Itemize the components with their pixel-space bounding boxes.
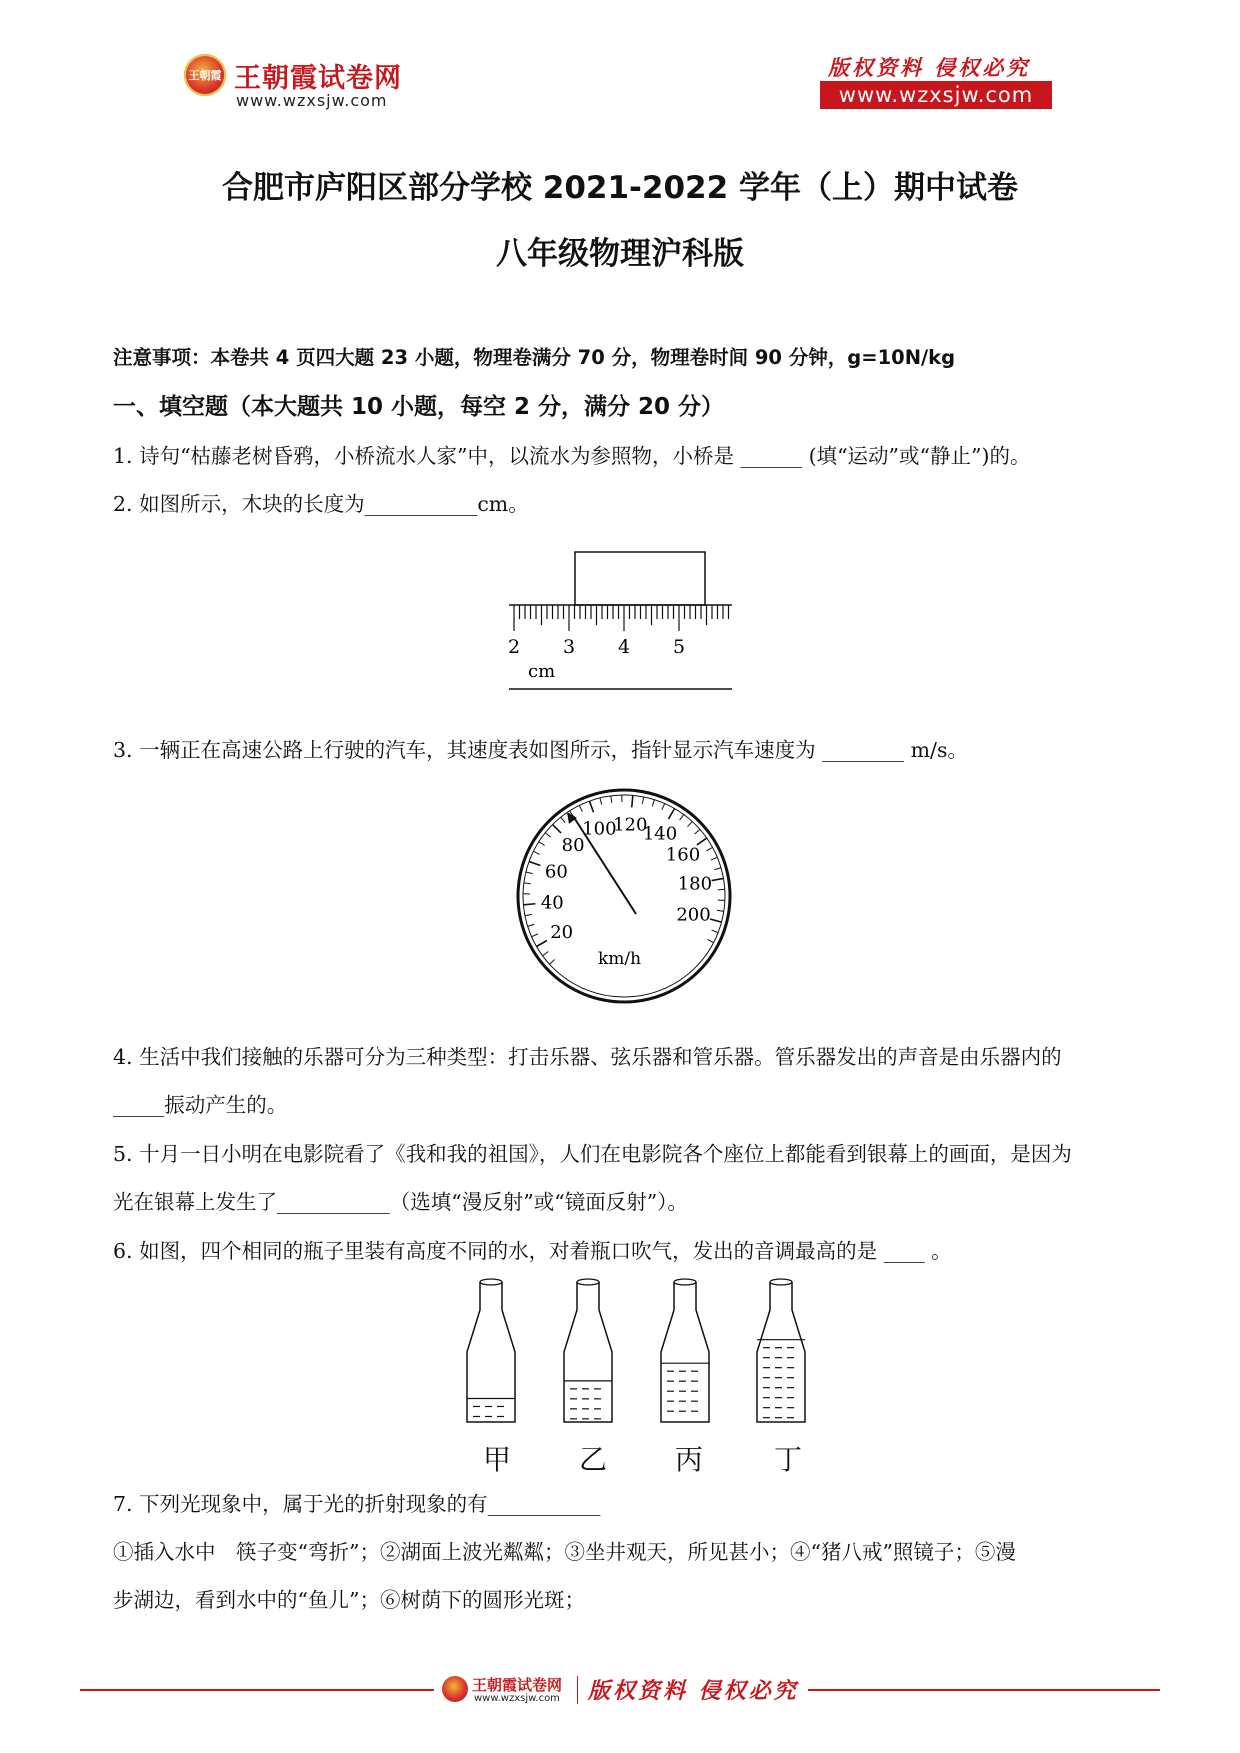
url-badge[interactable]: www.wzxsjw.com <box>820 81 1052 109</box>
question-4-line-1: 4. 生活中我们接触的乐器可分为三种类型：打击乐器、弦乐器和管乐器。管乐器发出的声音是由乐器内的 <box>113 1045 1062 1069</box>
speedometer-tick <box>529 861 540 865</box>
bottle <box>564 1279 612 1422</box>
speedometer-tick <box>711 857 717 860</box>
speedometer-tick <box>532 934 538 937</box>
question-3: 3. 一辆正在高速公路上行驶的汽车，其速度表如图所示，指针显示汽车速度为 ________ m/s。 <box>113 738 968 762</box>
speedometer-tick <box>553 825 561 833</box>
question-1: 1. 诗句“枯藤老树昏鸦，小桥流水人家”中，以流水为参照物，小桥是 ______ (填“运动”或“静止”)的。 <box>113 444 1031 468</box>
speedometer-tick <box>652 800 654 807</box>
ruler-label: 3 <box>563 636 576 658</box>
speedometer-label: 60 <box>544 861 568 883</box>
speedometer-tick <box>669 809 675 819</box>
ruler-ticks <box>514 605 729 631</box>
question-7-options-line-2: 步湖边，看到水中的“鱼儿”；⑥树荫下的圆形光斑； <box>113 1588 585 1612</box>
logo-emblem-icon <box>184 54 226 96</box>
speedometer-tick <box>525 914 532 915</box>
speedometer-unit: km/h <box>598 949 642 969</box>
bottle-label-jia: 甲 <box>483 1443 512 1476</box>
bottle-mouth <box>770 1279 792 1285</box>
bottle-outline <box>757 1282 805 1422</box>
logo-url[interactable]: www.wzxsjw.com <box>236 91 388 110</box>
bottle-mouth <box>480 1279 502 1285</box>
speedometer-tick <box>550 960 555 965</box>
page-title: 合肥市庐阳区部分学校 2021-2022 学年（上）期中试卷 <box>221 170 1018 206</box>
speedometer-label: 120 <box>613 814 648 836</box>
ruler-label: 5 <box>673 636 686 658</box>
speedometer-tick <box>528 924 535 926</box>
speedometer-label: 20 <box>550 922 574 943</box>
footer-url[interactable]: www.wzxsjw.com <box>474 1693 560 1704</box>
speedometer-label: 180 <box>677 873 713 895</box>
speedometer-label: 140 <box>642 823 678 845</box>
speedometer-label: 100 <box>582 818 617 840</box>
speedometer-tick <box>537 941 547 947</box>
speedometer-tick <box>680 815 684 821</box>
speedometer-tick <box>714 868 721 870</box>
footer-name: 王朝霞试卷网 <box>472 1676 563 1694</box>
ruler-labels <box>508 636 685 658</box>
question-6: 6. 如图，四个相同的瓶子里装有高度不同的水，对着瓶口吹气，发出的音调最高的是 ____ 。 <box>113 1239 952 1263</box>
question-5-line-1: 5. 十月一日小明在电影院看了《我和我的祖国》，人们在电影院各个座位上都能看到银幕上的画面，是因为 <box>113 1142 1072 1166</box>
page-subtitle: 八年级物理沪科版 <box>496 236 744 272</box>
footer-copyright: 版权资料 侵权必究 <box>588 1678 799 1704</box>
bottles-figure <box>455 1278 835 1438</box>
speedometer-label: 160 <box>665 844 701 866</box>
speedometer-tick <box>533 851 539 854</box>
speedometer-tick <box>717 910 724 911</box>
speedometer-label: 80 <box>561 835 585 857</box>
speedometer-labels <box>541 814 712 943</box>
speedometer-tick <box>642 797 643 804</box>
speedometer-tick <box>710 919 722 922</box>
question-2: 2. 如图所示，木块的长度为___________cm。 <box>113 492 529 516</box>
speedometer-tick <box>695 829 700 834</box>
bottle-mouth <box>674 1279 696 1285</box>
bottle-outline <box>467 1282 515 1422</box>
logo-name: 王朝霞试卷网 <box>234 63 402 94</box>
question-5-line-2: 光在银幕上发生了___________（选填“漫反射”或“镜面反射”）。 <box>113 1190 688 1214</box>
speedometer-tick <box>539 842 545 846</box>
speedometer-tick <box>543 952 549 956</box>
exam-notice: 注意事项：本卷共 4 页四大题 23 小题，物理卷满分 70 分，物理卷时间 90 分钟，g=10N/kg <box>113 346 956 369</box>
bottle-label-ding: 丁 <box>774 1443 803 1476</box>
speedometer-tick <box>589 801 593 812</box>
footer-separator <box>577 1676 578 1704</box>
wooden-block <box>575 552 705 605</box>
logo-badge-text: 王朝霞 <box>188 69 222 82</box>
ruler-label: 4 <box>618 636 631 658</box>
speedometer-figure <box>510 786 740 1006</box>
footer-divider-right <box>808 1689 1160 1691</box>
speedometer-label: 200 <box>676 904 711 926</box>
bottle-mouth <box>577 1279 599 1285</box>
speedometer-tick <box>600 798 602 805</box>
speedometer-tick <box>579 805 582 811</box>
bottle-outline <box>564 1282 612 1422</box>
ruler-label: 2 <box>508 636 521 658</box>
bottle <box>661 1279 709 1422</box>
speedometer-tick <box>523 904 535 905</box>
speedometer-tick <box>688 822 693 827</box>
question-7: 7. 下列光现象中，属于光的折射现象的有___________ <box>113 1492 601 1516</box>
speedometer-tick <box>545 833 550 837</box>
speedometer-tick <box>706 847 712 850</box>
speedometer-tick <box>707 939 713 942</box>
speedometer-tick <box>712 878 724 880</box>
bottle-label-bing: 丙 <box>675 1443 704 1476</box>
question-7-options-line-1: ①插入水中 筷子变“弯折”；②湖面上波光粼粼；③坐井观天，所见甚小；④“猪八戒”照镜子；⑤漫 <box>113 1540 1016 1564</box>
section-heading: 一、填空题（本大题共 10 小题，每空 2 分，满分 20 分） <box>113 394 725 420</box>
bottle <box>757 1279 805 1422</box>
question-4-line-2: _____振动产生的。 <box>113 1093 288 1117</box>
bottle <box>467 1279 515 1422</box>
speedometer-tick <box>561 817 565 822</box>
speedometer-tick <box>526 872 533 874</box>
ruler-figure <box>500 545 740 695</box>
speedometer-tick <box>662 804 665 810</box>
ruler-unit: cm <box>528 661 556 682</box>
footer-logo-icon <box>442 1676 468 1702</box>
bottle-label-yi: 乙 <box>579 1443 608 1476</box>
footer-divider-left <box>80 1689 434 1691</box>
speedometer-tick <box>611 796 612 803</box>
speedometer-tick <box>524 883 531 884</box>
speedometer-tick <box>712 930 719 933</box>
speedometer-tick <box>632 795 633 807</box>
speedometer-label: 40 <box>540 892 564 914</box>
copyright-notice: 版权资料 侵权必究 <box>828 55 1031 80</box>
